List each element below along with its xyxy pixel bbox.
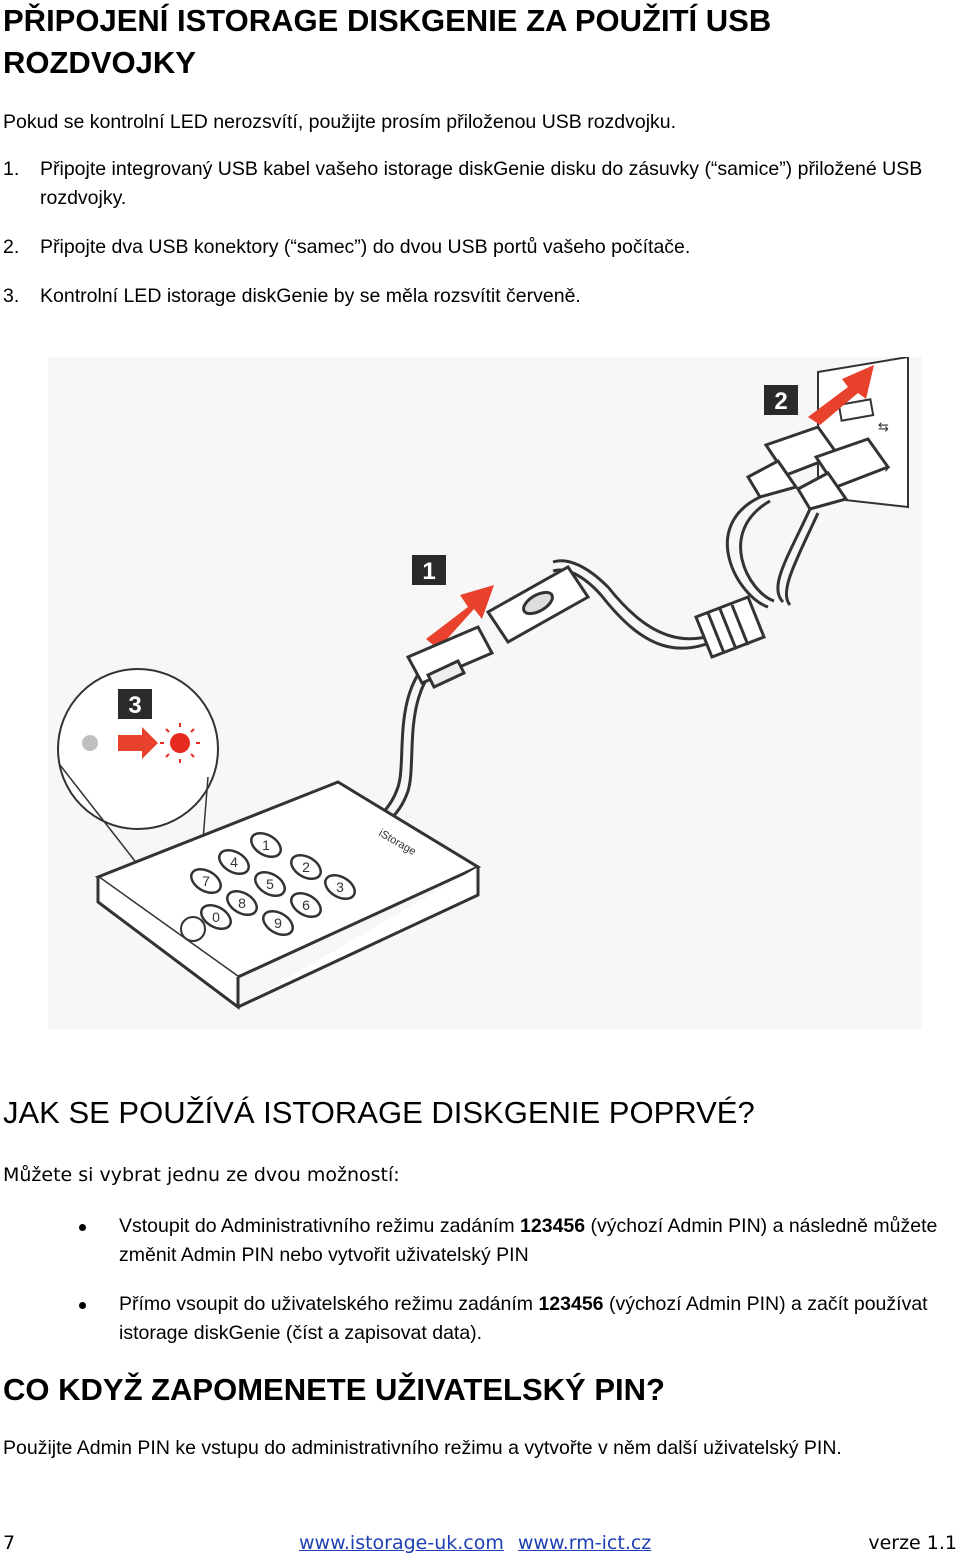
section-heading-first-use: JAK SE POUŽÍVÁ ISTORAGE DISKGENIE POPRVÉ? bbox=[3, 1095, 755, 1130]
page-number: 7 bbox=[3, 1532, 16, 1554]
link-istorage-uk[interactable]: www.istorage-uk.com bbox=[299, 1532, 504, 1554]
default-pin: 123456 bbox=[520, 1215, 586, 1237]
svg-text:iStorage: iStorage bbox=[376, 827, 418, 859]
step-number: 3. bbox=[3, 285, 20, 307]
keypad-key-label: 5 bbox=[266, 876, 274, 892]
option-text: Vstoupit do Administrativního režimu zadáním bbox=[119, 1215, 521, 1237]
keypad-key-label: 4 bbox=[230, 854, 238, 870]
usb-connection-illustration bbox=[48, 357, 922, 1029]
led-on-icon bbox=[170, 733, 190, 753]
step-number: 1. bbox=[3, 158, 20, 180]
drive-led bbox=[181, 917, 205, 941]
section-heading-forgot-pin: CO KDYŽ ZAPOMENETE UŽIVATELSKÝ PIN? bbox=[3, 1372, 665, 1407]
step-item bbox=[0, 233, 960, 262]
option-text: Přímo vsoupit do uživatelského režimu zadáním bbox=[119, 1293, 539, 1315]
step-number: 2. bbox=[3, 236, 20, 258]
choose-text: Můžete si vybrat jednu ze dvou možností: bbox=[3, 1164, 400, 1186]
step-badge-3 bbox=[118, 689, 152, 719]
link-rm-ict[interactable]: www.rm-ict.cz bbox=[517, 1532, 652, 1554]
bullet-icon bbox=[79, 1224, 86, 1231]
section-heading-connect: PŘIPOJENÍ ISTORAGE DISKGENIE ZA POUŽITÍ USB ROZDVOJKY bbox=[3, 3, 772, 80]
step-text: Připojte dva USB konektory (“samec”) do dvou USB portů vašeho počítače. bbox=[40, 236, 691, 258]
keypad-key-label: 3 bbox=[336, 879, 344, 895]
step-badge-1-label: 1 bbox=[422, 558, 436, 585]
keypad-key-label: 8 bbox=[238, 895, 246, 911]
forgot-pin-paragraph: Použijte Admin PIN ke vstupu do administrativního režimu a vytvořte v něm další uživatelský PIN. bbox=[3, 1437, 842, 1459]
step-text: Připojte integrovaný USB kabel vašeho istorage diskGenie disku do zásuvky (“samice”) přiložené USB rozdvojky. bbox=[40, 158, 923, 209]
option-item bbox=[0, 1290, 960, 1348]
step-text: Kontrolní LED istorage diskGenie by se měla rozsvítit červeně. bbox=[40, 285, 581, 307]
page-footer bbox=[0, 1528, 960, 1558]
option-text: (výchozí Admin PIN) a začít používat istorage diskGenie (číst a zapisovat data). bbox=[119, 1293, 928, 1344]
keypad-key-label: 0 bbox=[212, 909, 220, 925]
option-item bbox=[0, 1212, 960, 1270]
options-list bbox=[0, 1212, 960, 1368]
default-pin: 123456 bbox=[538, 1293, 604, 1315]
step-badge-2 bbox=[764, 385, 798, 415]
bullet-icon bbox=[79, 1302, 86, 1309]
step-item bbox=[0, 155, 960, 213]
keypad-key-label: 9 bbox=[274, 915, 282, 931]
steps-list bbox=[0, 155, 960, 331]
version-label: verze 1.1 bbox=[868, 1532, 957, 1554]
keypad-key-label: 2 bbox=[302, 859, 310, 875]
step-badge-3-label: 3 bbox=[128, 692, 142, 719]
step-badge-1 bbox=[412, 555, 446, 585]
step-item bbox=[0, 282, 960, 311]
step-badge-2-label: 2 bbox=[774, 388, 788, 415]
keypad-key-label: 7 bbox=[202, 873, 210, 889]
option-text: (výchozí Admin PIN) a následně můžete změnit Admin PIN nebo vytvořit uživatelský PIN bbox=[119, 1215, 938, 1266]
led-off-icon bbox=[82, 735, 98, 751]
keypad-key-label: 1 bbox=[262, 837, 270, 853]
svg-text:⇆: ⇆ bbox=[878, 420, 889, 435]
intro-paragraph: Pokud se kontrolní LED nerozsvítí, použijte prosím přiloženou USB rozdvojku. bbox=[3, 111, 677, 133]
keypad-key-label: 6 bbox=[302, 897, 310, 913]
footer-links bbox=[299, 1528, 665, 1558]
